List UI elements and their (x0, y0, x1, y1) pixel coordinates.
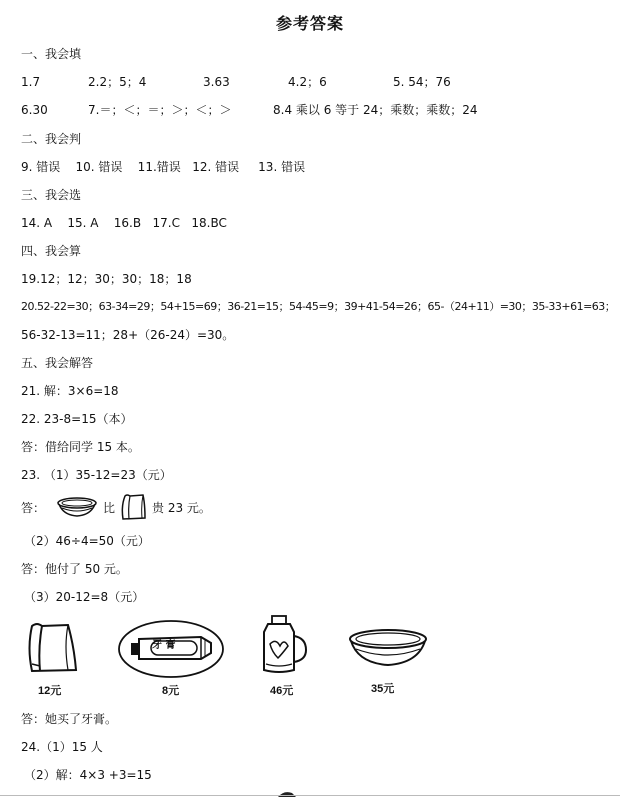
answer-21: 21. 解：3×6=18 (21, 384, 119, 398)
section-4-heading: 四、我会算 (21, 244, 82, 258)
answer-23-prefix: 答： (21, 501, 46, 515)
answer-22-conclusion: 答：借给同学 15 本。 (21, 440, 140, 454)
choice-answers: 14. A 15. A 16.B 17.C 18.BC (21, 216, 227, 230)
answer-22: 22. 23-8=15（本） (21, 412, 133, 426)
answer-23-part-2: （2）46÷4=50（元） (24, 534, 150, 548)
answer-1: 1.7 (21, 75, 41, 89)
answer-5: 5. 54；76 (393, 75, 451, 89)
answer-8: 8.4 乘以 6 等于 24；乘数；乘数；24 (273, 103, 478, 117)
basin-price: 35元 (371, 683, 395, 695)
basin-icon (55, 495, 99, 521)
section-3-heading: 三、我会选 (21, 188, 82, 202)
answer-23-part-3: （3）20-12=8（元） (24, 590, 145, 604)
answer-3: 3.63 (203, 75, 230, 89)
thermos-picture (258, 614, 310, 676)
answer-6: 6.30 (21, 103, 48, 117)
thermos-price: 46元 (270, 685, 294, 697)
answer-19: 19.12；12；30；30；18；18 (21, 272, 192, 286)
towel-price: 12元 (38, 685, 62, 697)
toothpaste-label: 牙 膏 (152, 640, 176, 651)
answer-24-part-1: 24.（1）15 人 (21, 740, 103, 754)
answer-2: 2.2；5；4 (88, 75, 147, 89)
answer-4: 4.2；6 (288, 75, 327, 89)
basin-picture (346, 627, 430, 671)
answer-7: 7.＝；＜；＝；＞；＜；＞ (88, 103, 232, 117)
answer-20-line-2: 56-32-13=11；28+（26-24）=30。 (21, 328, 235, 342)
answer-23-suffix: 贵 23 元。 (152, 501, 211, 515)
answer-23-compare: 比 (103, 501, 116, 515)
page-title: 参考答案 (275, 14, 344, 33)
toothpaste-price: 8元 (162, 685, 180, 697)
judgement-answers: 9. 错误 10. 错误 11.错误 12. 错误 13. 错误 (21, 160, 306, 174)
section-2-heading: 二、我会判 (21, 132, 82, 146)
answer-23-part-1: 23. （1）35-12=23（元） (21, 468, 172, 482)
towel-icon (119, 492, 149, 522)
answer-20-line-1: 20.52-22=30；63-34=29；54+15=69；36-21=15；54-45=9；39+41-54=26；65-（24+11）=30；35-33+61=63； (21, 300, 616, 313)
section-5-heading: 五、我会解答 (21, 356, 94, 370)
section-1-heading: 一、我会填 (21, 47, 82, 61)
towel-picture (24, 622, 80, 674)
answer-24-part-2: （2）解：4×3 +3=15 (24, 768, 152, 782)
answer-23-part-2-conclusion: 答：他付了 50 元。 (21, 562, 128, 576)
page-bottom-rule (0, 795, 620, 796)
answer-23-part-3-conclusion: 答：她买了牙膏。 (21, 712, 118, 726)
